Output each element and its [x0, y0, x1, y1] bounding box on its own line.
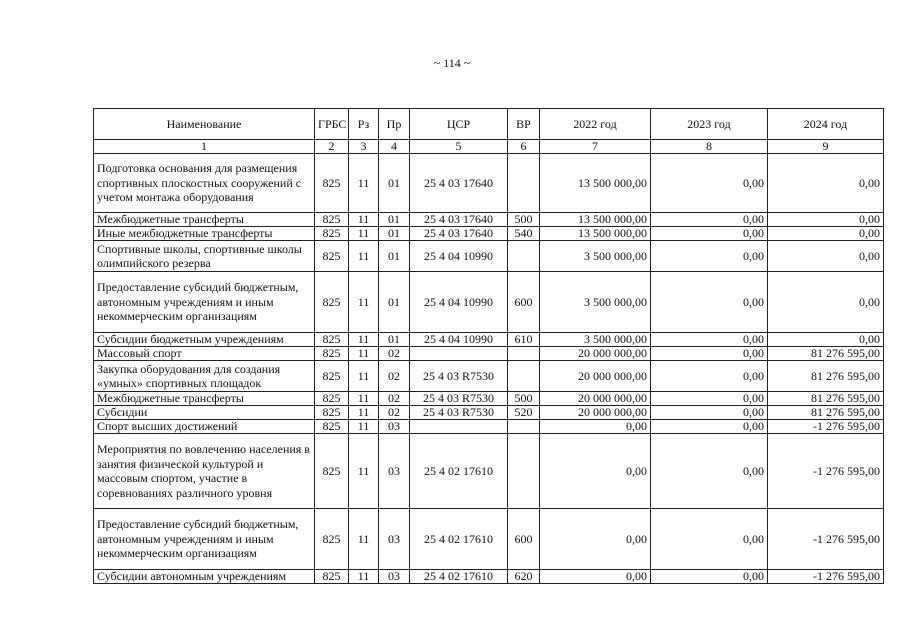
cell-2023: 0,00 [651, 361, 768, 392]
cell-vr [508, 154, 540, 213]
cell-2024: 81 276 595,00 [768, 347, 884, 361]
cell-2022: 3 500 000,00 [540, 272, 651, 333]
cell-2022: 20 000 000,00 [540, 347, 651, 361]
header-rz: Рз [349, 109, 379, 140]
table-row [94, 347, 884, 361]
cell-rz: 11 [349, 434, 379, 509]
cell-csr: 25 4 04 10990 [410, 333, 508, 347]
header-2023: 2023 год [651, 109, 768, 140]
column-number: 7 [540, 140, 651, 154]
cell-2023: 0,00 [651, 213, 768, 227]
cell-grbs: 825 [315, 213, 349, 227]
table-row [94, 509, 884, 570]
table-row [94, 392, 884, 406]
table-row [94, 434, 884, 509]
cell-2022: 0,00 [540, 570, 651, 584]
table-row [94, 154, 884, 213]
cell-pr: 01 [379, 333, 410, 347]
cell-grbs: 825 [315, 420, 349, 434]
cell-csr: 25 4 02 17610 [410, 570, 508, 584]
cell-name: Иные межбюджетные трансферты [94, 227, 315, 241]
table-row [94, 570, 884, 584]
cell-2023: 0,00 [651, 347, 768, 361]
cell-csr [410, 420, 508, 434]
budget-table [93, 108, 884, 584]
cell-rz: 11 [349, 272, 379, 333]
cell-name: Субсидии автономным учреждениям [94, 570, 315, 584]
cell-2023: 0,00 [651, 420, 768, 434]
cell-2022: 20 000 000,00 [540, 361, 651, 392]
table-row [94, 406, 884, 420]
cell-2024: -1 276 595,00 [768, 570, 884, 584]
column-number: 1 [94, 140, 315, 154]
cell-rz: 11 [349, 333, 379, 347]
cell-csr: 25 4 03 17640 [410, 227, 508, 241]
cell-pr: 03 [379, 509, 410, 570]
table-row [94, 420, 884, 434]
cell-2022: 0,00 [540, 509, 651, 570]
cell-vr: 610 [508, 333, 540, 347]
cell-2022: 13 500 000,00 [540, 227, 651, 241]
cell-grbs: 825 [315, 434, 349, 509]
column-number: 8 [651, 140, 768, 154]
cell-name: Межбюджетные трансферты [94, 392, 315, 406]
cell-2023: 0,00 [651, 241, 768, 272]
cell-pr: 03 [379, 570, 410, 584]
cell-pr: 01 [379, 272, 410, 333]
header-name: Наименование [94, 109, 315, 140]
cell-vr: 540 [508, 227, 540, 241]
cell-csr: 25 4 03 17640 [410, 213, 508, 227]
cell-rz: 11 [349, 241, 379, 272]
table-row [94, 333, 884, 347]
cell-2023: 0,00 [651, 434, 768, 509]
cell-pr: 03 [379, 420, 410, 434]
cell-csr: 25 4 03 R7530 [410, 392, 508, 406]
cell-2022: 3 500 000,00 [540, 333, 651, 347]
cell-name: Мероприятия по вовлечению населения в занятия физической культурой и массовым спортом, участие в соревнованиях различного уровня [94, 434, 315, 509]
cell-2024: 81 276 595,00 [768, 361, 884, 392]
cell-name: Спорт высших достижений [94, 420, 315, 434]
header-2024: 2024 год [768, 109, 884, 140]
header-grbs: ГРБС [315, 109, 349, 140]
column-number: 4 [379, 140, 410, 154]
cell-pr: 01 [379, 213, 410, 227]
cell-vr: 600 [508, 272, 540, 333]
cell-2024: 0,00 [768, 272, 884, 333]
cell-2023: 0,00 [651, 272, 768, 333]
cell-vr: 500 [508, 213, 540, 227]
cell-vr [508, 434, 540, 509]
cell-grbs: 825 [315, 333, 349, 347]
cell-name: Закупка оборудования для создания «умных» спортивных площадок [94, 361, 315, 392]
cell-rz: 11 [349, 406, 379, 420]
cell-pr: 02 [379, 361, 410, 392]
header-vr: ВР [508, 109, 540, 140]
cell-rz: 11 [349, 420, 379, 434]
cell-2022: 20 000 000,00 [540, 392, 651, 406]
cell-csr [410, 347, 508, 361]
cell-name: Субсидии [94, 406, 315, 420]
cell-vr [508, 361, 540, 392]
cell-rz: 11 [349, 213, 379, 227]
cell-2024: 81 276 595,00 [768, 392, 884, 406]
cell-grbs: 825 [315, 361, 349, 392]
cell-2023: 0,00 [651, 509, 768, 570]
cell-vr: 620 [508, 570, 540, 584]
cell-name: Спортивные школы, спортивные школы олимпийского резерва [94, 241, 315, 272]
cell-pr: 03 [379, 434, 410, 509]
cell-grbs: 825 [315, 227, 349, 241]
cell-grbs: 825 [315, 347, 349, 361]
cell-csr: 25 4 03 17640 [410, 154, 508, 213]
header-2022: 2022 год [540, 109, 651, 140]
cell-2024: 0,00 [768, 241, 884, 272]
table-row [94, 227, 884, 241]
cell-2022: 0,00 [540, 434, 651, 509]
table-row [94, 241, 884, 272]
cell-pr: 01 [379, 154, 410, 213]
cell-2024: -1 276 595,00 [768, 420, 884, 434]
cell-2024: -1 276 595,00 [768, 509, 884, 570]
cell-rz: 11 [349, 392, 379, 406]
cell-grbs: 825 [315, 509, 349, 570]
cell-2024: 0,00 [768, 227, 884, 241]
cell-vr [508, 241, 540, 272]
cell-grbs: 825 [315, 570, 349, 584]
cell-vr: 500 [508, 392, 540, 406]
column-number: 3 [349, 140, 379, 154]
cell-csr: 25 4 04 10990 [410, 272, 508, 333]
header-csr: ЦСР [410, 109, 508, 140]
cell-grbs: 825 [315, 272, 349, 333]
column-number: 2 [315, 140, 349, 154]
cell-2022: 13 500 000,00 [540, 213, 651, 227]
cell-pr: 01 [379, 241, 410, 272]
cell-2024: 0,00 [768, 154, 884, 213]
cell-pr: 02 [379, 392, 410, 406]
cell-grbs: 825 [315, 406, 349, 420]
table-row [94, 213, 884, 227]
page-number: ~ 114 ~ [433, 56, 471, 70]
cell-2023: 0,00 [651, 392, 768, 406]
table-header-row [94, 109, 884, 140]
cell-csr: 25 4 02 17610 [410, 509, 508, 570]
cell-vr: 600 [508, 509, 540, 570]
cell-2023: 0,00 [651, 227, 768, 241]
cell-2022: 13 500 000,00 [540, 154, 651, 213]
cell-2024: 0,00 [768, 213, 884, 227]
table-row [94, 272, 884, 333]
column-number: 9 [768, 140, 884, 154]
cell-vr [508, 347, 540, 361]
header-pr: Пр [379, 109, 410, 140]
cell-grbs: 825 [315, 392, 349, 406]
cell-2024: -1 276 595,00 [768, 434, 884, 509]
cell-2022: 3 500 000,00 [540, 241, 651, 272]
cell-grbs: 825 [315, 241, 349, 272]
cell-2024: 81 276 595,00 [768, 406, 884, 420]
cell-2022: 20 000 000,00 [540, 406, 651, 420]
cell-2023: 0,00 [651, 333, 768, 347]
cell-rz: 11 [349, 509, 379, 570]
table-row [94, 361, 884, 392]
cell-rz: 11 [349, 154, 379, 213]
cell-name: Массовый спорт [94, 347, 315, 361]
cell-vr: 520 [508, 406, 540, 420]
cell-csr: 25 4 02 17610 [410, 434, 508, 509]
cell-name: Межбюджетные трансферты [94, 213, 315, 227]
cell-2022: 0,00 [540, 420, 651, 434]
cell-2023: 0,00 [651, 154, 768, 213]
cell-csr: 25 4 04 10990 [410, 241, 508, 272]
column-number-row [94, 140, 884, 154]
table-body [94, 154, 884, 584]
cell-grbs: 825 [315, 154, 349, 213]
column-number: 5 [410, 140, 508, 154]
cell-pr: 02 [379, 347, 410, 361]
cell-csr: 25 4 03 R7530 [410, 406, 508, 420]
cell-name: Предоставление субсидий бюджетным, автономным учреждениям и иным некоммерческим организациям [94, 272, 315, 333]
cell-rz: 11 [349, 227, 379, 241]
cell-name: Субсидии бюджетным учреждениям [94, 333, 315, 347]
cell-name: Предоставление субсидий бюджетным, автономным учреждениям и иным некоммерческим организациям [94, 509, 315, 570]
cell-pr: 01 [379, 227, 410, 241]
cell-csr: 25 4 03 R7530 [410, 361, 508, 392]
cell-vr [508, 420, 540, 434]
cell-pr: 02 [379, 406, 410, 420]
cell-2023: 0,00 [651, 406, 768, 420]
cell-rz: 11 [349, 570, 379, 584]
cell-rz: 11 [349, 347, 379, 361]
cell-2024: 0,00 [768, 333, 884, 347]
column-number: 6 [508, 140, 540, 154]
cell-2023: 0,00 [651, 570, 768, 584]
cell-name: Подготовка основания для размещения спортивных плоскостных сооружений с учетом монтажа оборудования [94, 154, 315, 213]
cell-rz: 11 [349, 361, 379, 392]
